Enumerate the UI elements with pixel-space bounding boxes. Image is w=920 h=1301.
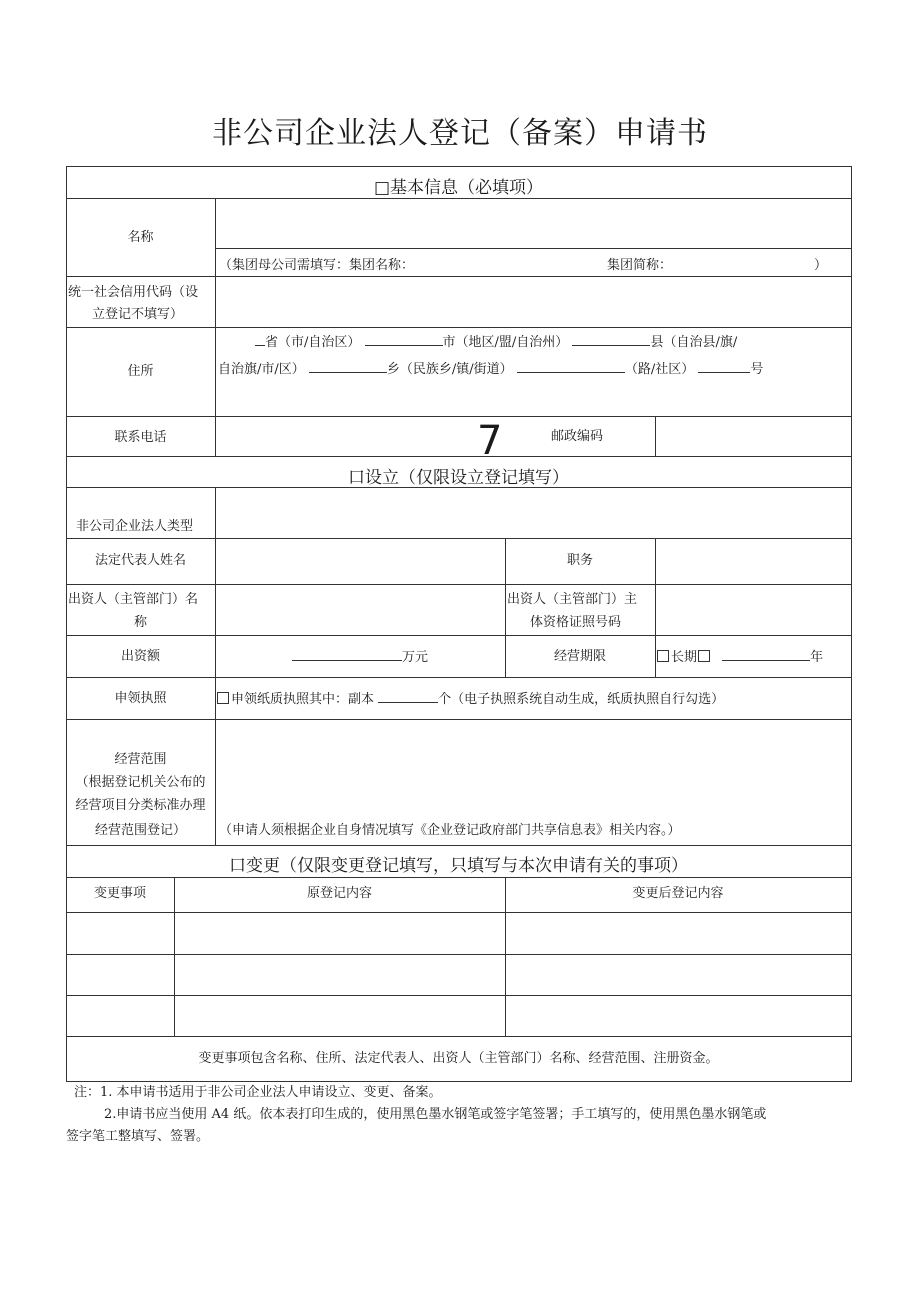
change-row-1-item[interactable] bbox=[67, 913, 173, 953]
capital-unit: 万元 bbox=[402, 650, 429, 665]
term-long: 长期 bbox=[671, 650, 698, 665]
handwritten-mark: 7 bbox=[477, 418, 503, 464]
capital-label: 出资额 bbox=[120, 649, 160, 664]
postcode-label: 邮政编码 bbox=[551, 429, 604, 444]
name-label: 名称 bbox=[127, 230, 154, 245]
capital-input[interactable] bbox=[292, 646, 428, 669]
scope-label-2: （根据登记机关公布的 bbox=[75, 775, 206, 790]
investor-label-2: 称 bbox=[133, 615, 147, 630]
section-change: 口变更（仅限变更登记填写，只填写与本次申请有关的事项） bbox=[229, 856, 688, 876]
legal-rep-input[interactable] bbox=[216, 539, 504, 583]
address-line-1[interactable] bbox=[255, 331, 737, 354]
address-label: 住所 bbox=[127, 364, 154, 379]
scope-label-4: 经营范围登记） bbox=[94, 823, 186, 838]
row-divider bbox=[66, 677, 851, 678]
license-text-a: 申领纸质执照其中：副本 bbox=[231, 692, 375, 707]
credit-code-label-1: 统一社会信用代码（设 bbox=[68, 285, 199, 300]
address-line-2[interactable] bbox=[218, 358, 763, 381]
addr-town: 乡（民族乡/镇/街道） bbox=[386, 362, 513, 377]
note-1: 注：1. 本申请书适用于非公司企业法人申请设立、变更、备案。 bbox=[74, 1085, 442, 1100]
name-input[interactable] bbox=[216, 199, 850, 247]
row-divider bbox=[66, 327, 851, 328]
checkbox-icon[interactable] bbox=[657, 650, 669, 662]
investor-input[interactable] bbox=[216, 585, 504, 634]
change-row-2-new[interactable] bbox=[506, 955, 850, 994]
group-note-a: （集团母公司需填写：集团名称： bbox=[219, 258, 415, 273]
change-header-original: 原登记内容 bbox=[306, 886, 372, 901]
note-2a: 2.申请书应当使用 A4 纸。依本表打印生成的，使用黑色墨水钢笔或签字笔签署；手工填写的，使用黑色墨水钢笔或 bbox=[104, 1107, 767, 1122]
name-subdivider bbox=[215, 248, 851, 249]
addr-county2: 自治旗/市/区） bbox=[218, 362, 305, 377]
addr-province: 省（市/自治区） bbox=[265, 335, 361, 350]
credit-code-input[interactable] bbox=[216, 277, 850, 326]
section-establish: 口设立（仅限设立登记填写） bbox=[348, 468, 569, 488]
term-input[interactable] bbox=[657, 646, 823, 669]
section-basic-info: □基本信息（必填项） bbox=[373, 178, 544, 198]
addr-number: 号 bbox=[750, 362, 764, 377]
scope-note: （申请人须根据企业自身情况填写《企业登记政府部门共享信息表》相关内容。） bbox=[219, 823, 681, 838]
phone-label: 联系电话 bbox=[114, 430, 167, 445]
row-divider bbox=[66, 456, 851, 457]
legal-rep-label: 法定代表人姓名 bbox=[94, 553, 186, 568]
change-row-3-original[interactable] bbox=[175, 996, 504, 1035]
form-title: 非公司企业法人登记（备案）申请书 bbox=[212, 116, 708, 151]
enterprise-type-input[interactable] bbox=[216, 488, 850, 537]
license-label: 申领执照 bbox=[114, 691, 167, 706]
license-text-b: 个（电子执照系统自动生成，纸质执照自行勾选） bbox=[438, 692, 725, 707]
addr-road: （路/社区） bbox=[624, 362, 695, 377]
scope-label-1: 经营范围 bbox=[114, 752, 167, 767]
position-input[interactable] bbox=[656, 539, 850, 583]
change-footer: 变更事项包含名称、住所、法定代表人、出资人（主管部门）名称、经营范围、注册资金。 bbox=[198, 1051, 719, 1066]
postcode-input[interactable] bbox=[656, 417, 850, 455]
enterprise-type-label: 非公司企业法人类型 bbox=[76, 519, 194, 534]
scope-input[interactable] bbox=[216, 720, 850, 820]
checkbox-icon[interactable] bbox=[698, 650, 710, 662]
change-row-1-new[interactable] bbox=[506, 913, 850, 953]
investor-label-1: 出资人（主管部门）名 bbox=[68, 592, 199, 607]
addr-city: 市（地区/盟/自治州） bbox=[442, 335, 569, 350]
change-row-3-new[interactable] bbox=[506, 996, 850, 1035]
change-row-1-original[interactable] bbox=[175, 913, 504, 953]
change-row-2-original[interactable] bbox=[175, 955, 504, 994]
row-divider bbox=[66, 1036, 851, 1037]
checkbox-icon[interactable] bbox=[217, 692, 229, 704]
change-header-item: 变更事项 bbox=[93, 886, 146, 901]
row-divider bbox=[66, 877, 851, 878]
row-divider bbox=[66, 845, 851, 846]
term-year: 年 bbox=[810, 650, 824, 665]
row-divider bbox=[66, 635, 851, 636]
group-note bbox=[219, 255, 414, 277]
investor-cert-label-1: 出资人（主管部门）主 bbox=[507, 592, 638, 607]
credit-code-label-2: 立登记不填写） bbox=[92, 307, 184, 322]
addr-county: 县（自治县/旗/ bbox=[650, 335, 738, 350]
change-row-2-item[interactable] bbox=[67, 955, 173, 994]
group-note-close: ） bbox=[814, 258, 828, 273]
scope-label-3: 经营项目分类标准办理 bbox=[75, 798, 206, 813]
change-row-3-item[interactable] bbox=[67, 996, 173, 1035]
term-label: 经营期限 bbox=[553, 649, 606, 664]
investor-cert-input[interactable] bbox=[656, 585, 850, 634]
position-label: 职务 bbox=[566, 553, 593, 568]
license-option[interactable] bbox=[217, 688, 724, 711]
investor-cert-label-2: 体资格证照号码 bbox=[530, 615, 622, 630]
group-short-note: 集团简称： bbox=[607, 258, 673, 273]
change-header-new: 变更后登记内容 bbox=[632, 886, 724, 901]
note-2b: 签字笔工整填写、签署。 bbox=[66, 1129, 210, 1144]
